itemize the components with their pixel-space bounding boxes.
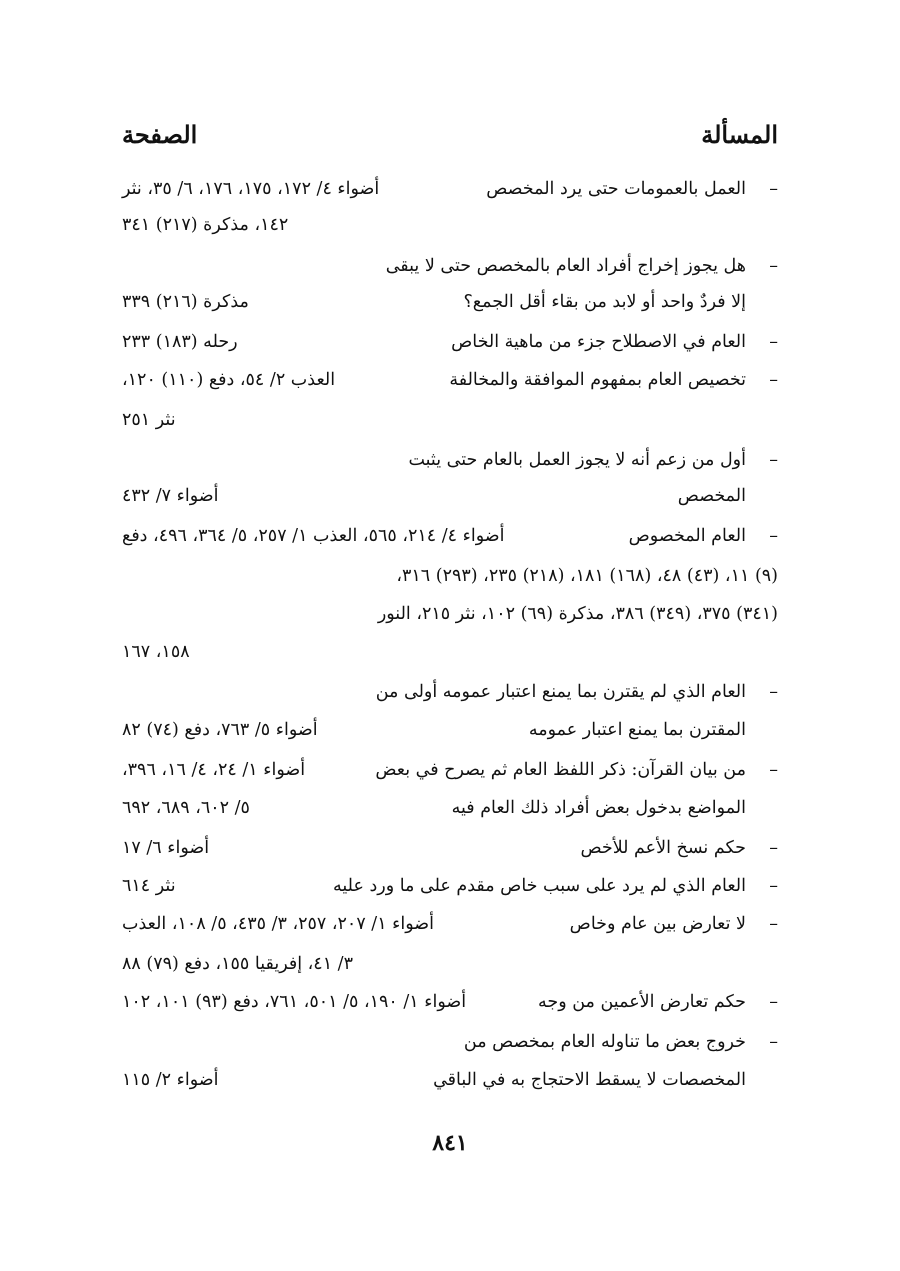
index-line [122,906,778,942]
entry-reference: رحله (١٨٣) ٢٣٣ [122,332,238,352]
bullet-dash: – [769,370,778,390]
entry-reference: أضواء ٦/ ١٧ [122,838,210,858]
entry-reference: أضواء ١/ ٢٠٧، ٢٥٧، ٣/ ٤٣٥، ٥/ ١٠٨، العذب [122,914,435,934]
entry-reference: ١٥٨، ١٦٧ [122,642,190,662]
entry-topic: لا تعارض بين عام وخاص [569,914,746,934]
index-line [122,478,778,514]
entry-reference: ١٤٢، مذكرة (٢١٧) ٣٤١ [122,215,289,235]
entry-reference: أضواء ١/ ٢٤، ٤/ ١٦، ٣٩٦، [122,760,306,780]
index-line [122,558,778,594]
bullet-dash: – [769,992,778,1012]
entry-topic: العام في الاصطلاح جزء من ماهية الخاص [451,332,746,352]
entry-topic: المقترن بما يمنع اعتبار عمومه [528,720,746,740]
entry-topic: هل يجوز إخراج أفراد العام بالمخصص حتى لا يبقى [385,256,746,276]
bullet-dash: – [769,760,778,780]
entry-topic: العام المخصوص [628,526,746,546]
index-line [122,674,778,710]
index-line [122,362,778,398]
entry-reference: أضواء ٧/ ٤٣٢ [122,486,219,506]
index-line [122,207,778,243]
index-line [122,1062,778,1098]
entry-reference: أضواء ١/ ١٩٠، ٥/ ٥٠١، ٧٦١، دفع (٩٣) ١٠١، ١٠٢ [122,992,467,1012]
index-line [122,1024,778,1060]
entry-topic: المخصص [677,486,746,506]
entry-topic: العمل بالعمومات حتى يرد المخصص [486,179,746,199]
column-header [122,120,778,160]
index-line [122,634,778,670]
bullet-dash: – [769,450,778,470]
entry-reference: العذب ٢/ ٥٤، دفع (١١٠) ١٢٠، [122,370,336,390]
entry-topic: المواضع بدخول بعض أفراد ذلك العام فيه [451,798,746,818]
issue-column-title: المسألة [701,120,778,149]
entry-reference: ٣/ ٤١، إفريقيا ١٥٥، دفع (٧٩) ٨٨ [122,954,353,974]
page-column-title: الصفحة [122,120,198,149]
entry-topic: حكم تعارض الأعمين من وجه [538,992,746,1012]
bullet-dash: – [769,876,778,896]
entry-topic: حكم نسخ الأعم للأخص [580,838,746,858]
entry-reference: (٩) ١١، (٤٣) ٤٨، (١٦٨) ١٨١، (٢١٨) ٢٣٥، (٢٩٣) ٣١٦، [396,566,778,586]
bullet-dash: – [769,332,778,352]
entry-reference: أضواء ٤/ ١٧٢، ١٧٥، ١٧٦، ٦/ ٣٥، نثر [122,179,380,199]
entry-topic: العام الذي لم يقترن بما يمنع اعتبار عمومه أولى من [375,682,746,702]
entry-topic: تخصيص العام بمفهوم الموافقة والمخالفة [449,370,746,390]
index-line [122,248,778,284]
bullet-dash: – [769,526,778,546]
index-line [122,984,778,1020]
entry-topic: العام الذي لم يرد على سبب خاص مقدم على ما ورد عليه [333,876,746,896]
index-line [122,712,778,748]
entry-reference: أضواء ٤/ ٢١٤، ٥٦٥، العذب ١/ ٢٥٧، ٥/ ٣٦٤، ٤٩٦، دفع [122,526,505,546]
entry-topic: إلا فردٌ واحد أو لابد من بقاء أقل الجمع؟ [463,292,746,312]
entry-reference: مذكرة (٢١٦) ٣٣٩ [122,292,249,312]
bullet-dash: – [769,256,778,276]
entry-topic: من بيان القرآن: ذكر اللفظ العام ثم يصرح في بعض [375,760,746,780]
entry-reference: أضواء ٥/ ٧٦٣، دفع (٧٤) ٨٢ [122,720,318,740]
entry-topic: أول من زعم أنه لا يجوز العمل بالعام حتى يثبت [408,450,746,470]
entry-reference: أضواء ٢/ ١١٥ [122,1070,219,1090]
index-line [122,752,778,788]
index-line [122,171,778,207]
bullet-dash: – [769,1032,778,1052]
page-number: ٨٤١ [432,1130,468,1156]
bullet-dash: – [769,838,778,858]
index-line [122,596,778,632]
index-line [122,830,778,866]
bullet-dash: – [769,179,778,199]
entry-topic: خروج بعض ما تناوله العام بمخصص من [463,1032,746,1052]
index-line [122,442,778,478]
bullet-dash: – [769,914,778,934]
entry-reference: نثر ٢٥١ [122,410,176,430]
index-line [122,402,778,438]
bullet-dash: – [769,682,778,702]
index-line [122,518,778,554]
entry-reference: نثر ٦١٤ [122,876,176,896]
index-line [122,868,778,904]
index-line [122,284,778,320]
index-line [122,324,778,360]
index-line [122,790,778,826]
entry-reference: ٥/ ٦٠٢، ٦٨٩، ٦٩٢ [122,798,250,818]
entry-reference: (٣٤١) ٣٧٥، (٣٤٩) ٣٨٦، مذكرة (٦٩) ١٠٢، نثر ٢١٥، النور [377,604,778,624]
index-line [122,946,778,982]
entry-topic: المخصصات لا يسقط الاحتجاج به في الباقي [433,1070,746,1090]
